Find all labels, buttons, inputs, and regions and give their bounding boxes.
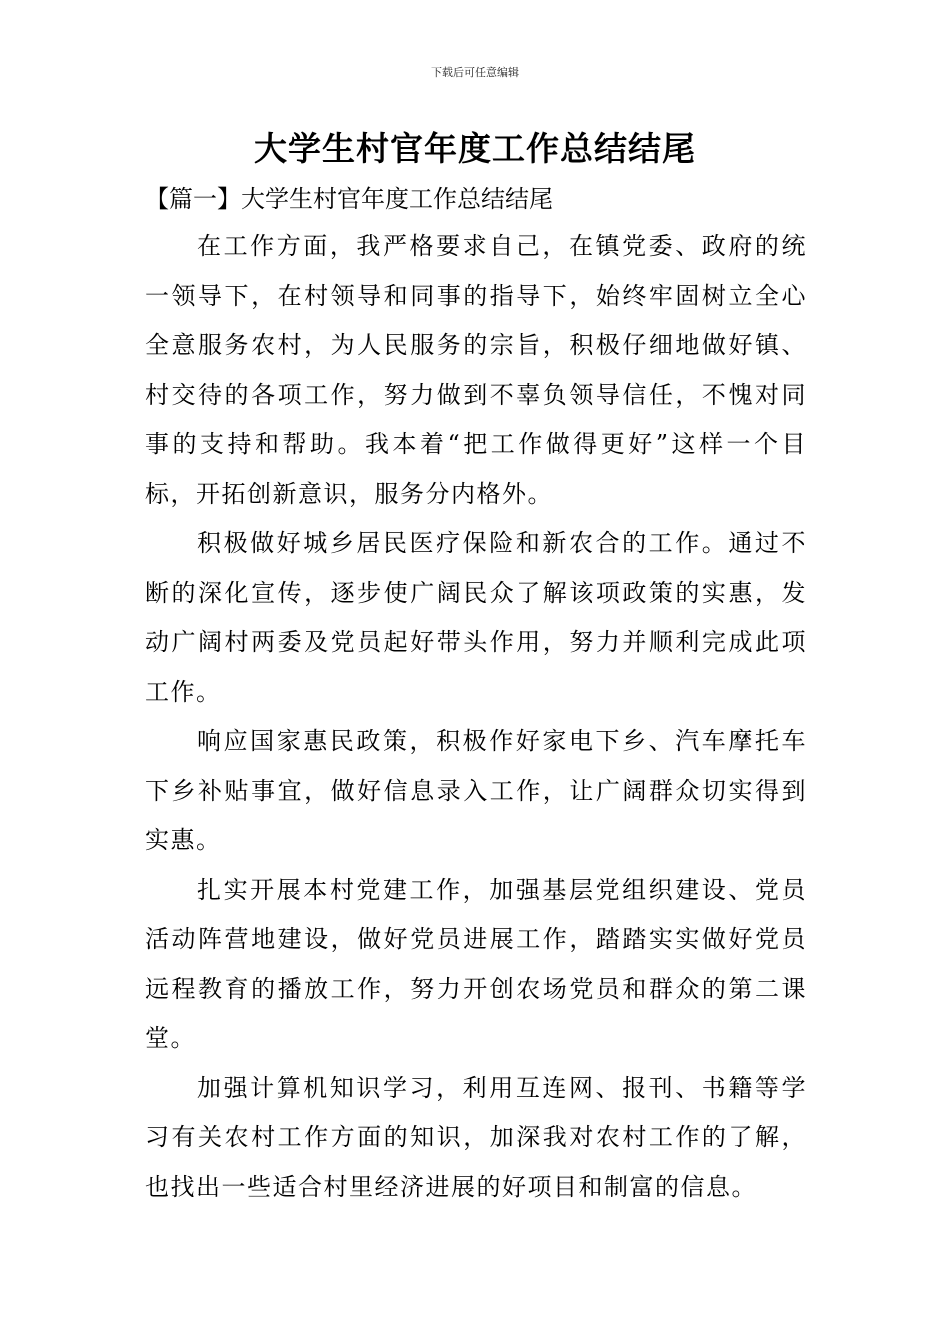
paragraph-medical-insurance: 积极做好城乡居民医疗保险和新农合的工作。通过不断的深化宣传，逐步使广阔民众了解该项政策的实惠，发动广阔村两委及党员起好带头作用，努力并顺利完成此项工作。 bbox=[145, 529, 807, 706]
section-heading: 【篇一】大学生村官年度工作总结结尾 bbox=[145, 185, 553, 213]
document-title: 大学生村官年度工作总结结尾 bbox=[254, 129, 696, 168]
document-body bbox=[145, 222, 807, 1212]
page-header-note: 下载后可任意编辑 bbox=[431, 66, 519, 79]
paragraph-party-building: 扎实开展本村党建工作，加强基层党组织建设、党员活动阵营地建设，做好党员进展工作，踏踏实实做好党员远程教育的播放工作，努力开创农场党员和群众的第二课堂。 bbox=[145, 875, 807, 1052]
paragraph-subsidy-policy: 响应国家惠民政策，积极作好家电下乡、汽车摩托车下乡补贴事宜，做好信息录入工作，让广阔群众切实得到实惠。 bbox=[145, 727, 807, 854]
paragraph-computer-learning: 加强计算机知识学习，利用互连网、报刊、书籍等学习有关农村工作方面的知识，加深我对农村工作的了解，也找出一些适合村里经济进展的好项目和制富的信息。 bbox=[145, 1073, 807, 1201]
paragraph-work-attitude: 在工作方面，我严格要求自己，在镇党委、政府的统一领导下，在村领导和同事的指导下，始终牢固树立全心全意服务农村，为人民服务的宗旨，积极仔细地做好镇、村交待的各项工作，努力做到不辜负领导信任，不愧对同事的支持和帮助。我本着“把工作做得更好”这样一个目标，开拓创新意识，服务分内格外。 bbox=[145, 232, 807, 508]
